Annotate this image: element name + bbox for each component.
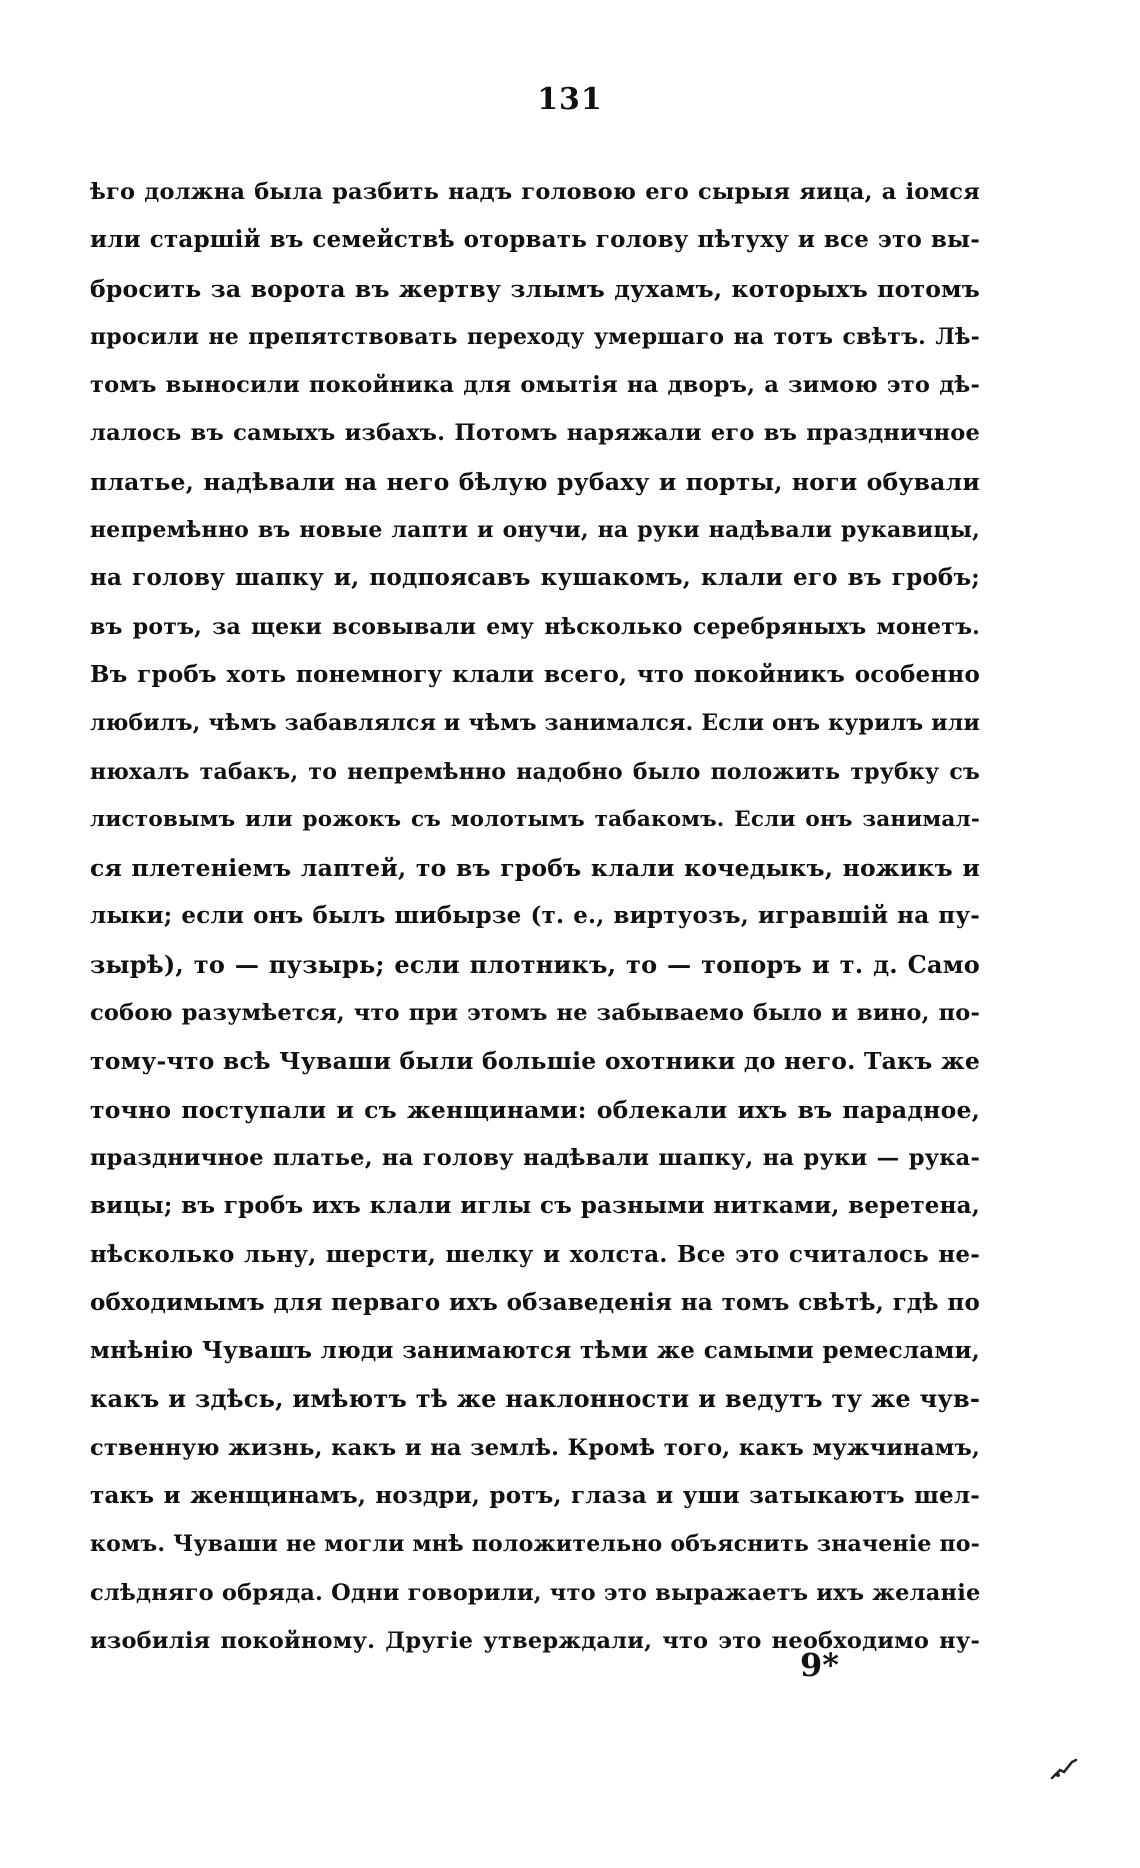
text-line: лалось въ самыхъ избахъ. Потомъ наряжали его въ праздничное [90, 420, 980, 447]
text-line: комъ. Чуваши не могли мнѣ положительно объяснить значеніе по- [90, 1531, 980, 1558]
text-line: такъ и женщинамъ, ноздри, ротъ, глаза и уши затыкаютъ шел- [90, 1482, 980, 1510]
text-line: бросить за ворота въ жертву злымъ духамъ, которыхъ потомъ [90, 274, 980, 303]
text-line: лыки; если онъ былъ шибырзе (т. е., виртуозъ, игравшій на пу- [90, 902, 980, 930]
text-line: просили не препятствовать переходу умершаго на тотъ свѣтъ. Лѣ- [90, 323, 980, 350]
text-line: нѣсколько льну, шерсти, шелку и холста. Все это считалось не- [90, 1240, 980, 1268]
signature-mark: 9* [800, 1646, 839, 1684]
text-line: на голову шапку и, подпоясавъ кушакомъ, клали его въ гробъ; [90, 564, 980, 592]
body-text [90, 168, 980, 1665]
text-line: непремѣнно въ новые лапти и онучи, на руки надѣвали рукавицы, [90, 517, 980, 544]
text-line: вицы; въ гробъ ихъ клали иглы съ разными нитками, веретена, [90, 1192, 980, 1220]
text-line: ся плетеніемъ лаптей, то въ гробъ клали кочедыкъ, ножикъ и [90, 854, 980, 883]
text-line: зырѣ), то — пузырь; если плотникъ, то — топоръ и т. д. Само [90, 949, 980, 979]
text-line: ственную жизнь, какъ и на землѣ. Кромѣ того, какъ мужчинамъ, [90, 1434, 980, 1461]
text-line: листовымъ или рожокъ съ молотымъ табакомъ. Если онъ занимал- [90, 806, 980, 832]
text-line: точно поступали и съ женщинами: облекали ихъ въ парадное, [90, 1095, 980, 1124]
text-line: ѣго должна была разбить надъ головою его сырыя яица, а іомся [90, 179, 980, 205]
text-line: собою разумѣется, что при этомъ не забываемо было и вино, по- [90, 1000, 980, 1027]
text-line: мнѣнію Чувашъ люди занимаются тѣми же самыми ремеслами, [90, 1337, 980, 1365]
text-line: тому-что всѣ Чуваши были большіе охотники до него. Такъ же [90, 1047, 980, 1076]
text-line: какъ и здѣсь, имѣютъ тѣ же наклонности и ведутъ ту же чув- [90, 1384, 980, 1414]
text-line: праздничное платье, на голову надѣвали шапку, на руки — рука- [90, 1144, 980, 1171]
text-line: или старшій въ семействѣ оторвать голову пѣтуху и все это вы- [90, 226, 980, 254]
text-line: нюхалъ табакъ, то непремѣнно надобно было положить трубку съ [90, 758, 980, 785]
text-line: Въ гробъ хоть понемногу клали всего, что покойникъ особенно [90, 660, 980, 688]
text-line: въ ротъ, за щеки всовывали ему нѣсколько серебряныхъ монетъ. [90, 613, 980, 640]
text-line: изобилія покойному. Другіе утверждали, что это необходимо ну- [90, 1627, 980, 1654]
text-line: платье, надѣвали на него бѣлую рубаху и порты, ноги обували [90, 467, 980, 496]
text-line: слѣдняго обряда. Одни говорили, что это выражаетъ ихъ желаніе [90, 1579, 981, 1606]
text-line: томъ выносили покойника для омытія на дворъ, а зимою это дѣ- [90, 372, 980, 399]
text-line: обходимымъ для перваго ихъ обзаведенія на томъ свѣтѣ, гдѣ по [90, 1288, 980, 1316]
text-line: любилъ, чѣмъ забавлялся и чѣмъ занимался. Если онъ курилъ или [90, 710, 980, 737]
page-number: 131 [537, 82, 603, 117]
ink-speck-icon [1050, 1758, 1078, 1782]
